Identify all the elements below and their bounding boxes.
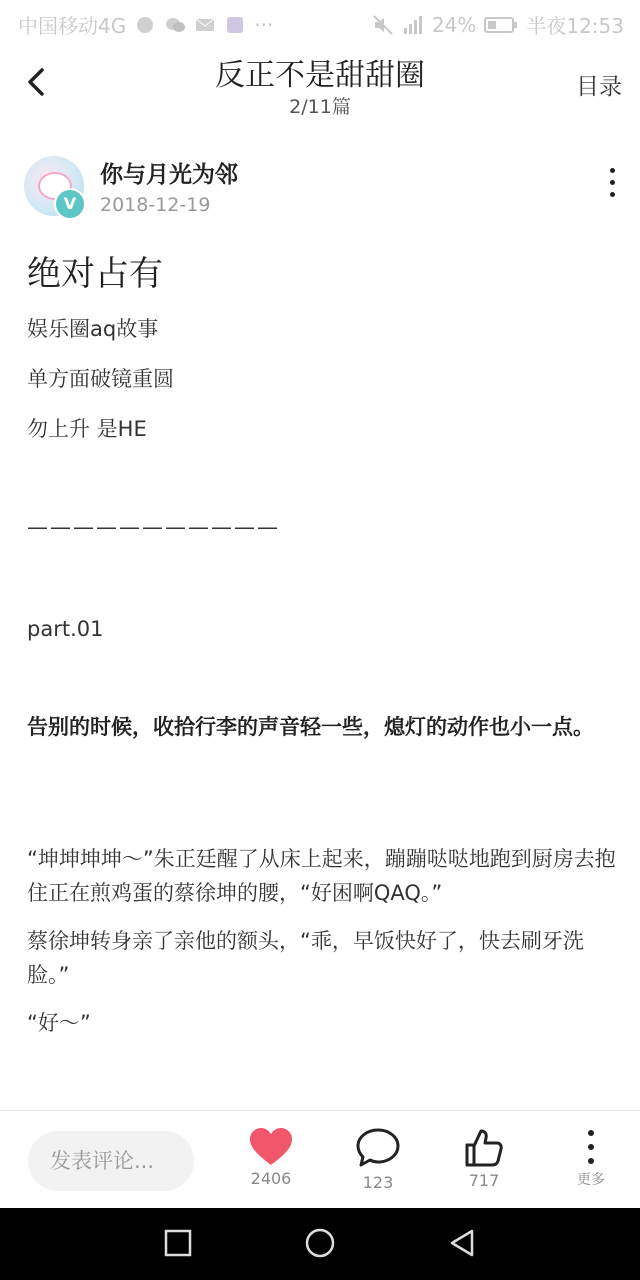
wechat-icon <box>164 14 186 36</box>
more-options-icon[interactable] <box>606 168 618 204</box>
notification-icon <box>134 14 156 36</box>
paragraph: “好～” <box>27 1011 91 1035</box>
status-bar <box>0 0 640 44</box>
post-date: 2018-12-19 <box>100 194 211 216</box>
paragraph: “坤坤坤坤～”朱正廷醒了从床上起来，蹦蹦哒哒地跑到厨房去抱住正在煎鸡蛋的蔡徐坤的腰，“好困啊QAQ。” <box>27 847 616 905</box>
circle-icon[interactable] <box>303 1228 337 1262</box>
collection-title: 反正不是甜甜圈 <box>215 58 425 93</box>
verified-badge-icon: V <box>54 188 86 220</box>
paragraph: 单方面破镜重圆 <box>27 367 174 391</box>
article-header <box>0 44 640 124</box>
paragraph: 蔡徐坤转身亲了亲他的额头，“乖，早饭快好了，快去刷牙洗脸。” <box>27 929 584 987</box>
thumbs-up-count: 717 <box>468 1171 500 1190</box>
paragraph: part.01 <box>27 617 104 641</box>
article-heading: 绝对占有 <box>27 254 163 294</box>
mute-icon <box>372 14 394 36</box>
paragraph: 告别的时候，收拾行李的声音轻一些，熄灯的动作也小一点。 <box>27 715 594 739</box>
square-icon[interactable] <box>163 1228 193 1258</box>
clock: 半夜12:53 <box>526 14 624 38</box>
vertical-dots-icon <box>585 1127 597 1167</box>
thumbs-up-button[interactable] <box>444 1127 524 1190</box>
signal-icon <box>402 14 424 36</box>
chapter-counter: 2/11篇 <box>289 96 351 118</box>
like-button[interactable] <box>231 1127 311 1188</box>
app-icon <box>224 14 246 36</box>
author-name[interactable]: 你与月光为邻 <box>100 162 238 188</box>
comment-button[interactable] <box>338 1127 418 1192</box>
paragraph: 娱乐圈aq故事 <box>27 317 159 341</box>
like-count: 2406 <box>250 1169 292 1188</box>
more-label: 更多 <box>577 1172 605 1188</box>
paragraph: 勿上升 是HE <box>27 417 147 441</box>
bottom-action-bar <box>0 1110 640 1209</box>
comment-input[interactable]: 发表评论... <box>28 1131 194 1191</box>
battery-icon <box>484 16 518 34</box>
author-row <box>0 150 640 230</box>
heart-icon <box>248 1127 294 1167</box>
divider-line: ——————————— <box>27 515 280 539</box>
catalog-button[interactable]: 目录 <box>576 74 622 100</box>
speech-bubble-icon <box>355 1127 401 1171</box>
carrier-label: 中国移动4G <box>18 14 127 38</box>
triangle-back-icon[interactable] <box>448 1228 478 1258</box>
more-notifications-icon: ··· <box>254 12 274 37</box>
system-nav-bar <box>0 1208 640 1280</box>
battery-percent: 24% <box>431 12 477 37</box>
mail-icon <box>194 14 216 36</box>
comment-count: 123 <box>362 1173 394 1192</box>
more-button[interactable] <box>551 1127 631 1189</box>
thumbs-up-icon <box>463 1127 505 1169</box>
